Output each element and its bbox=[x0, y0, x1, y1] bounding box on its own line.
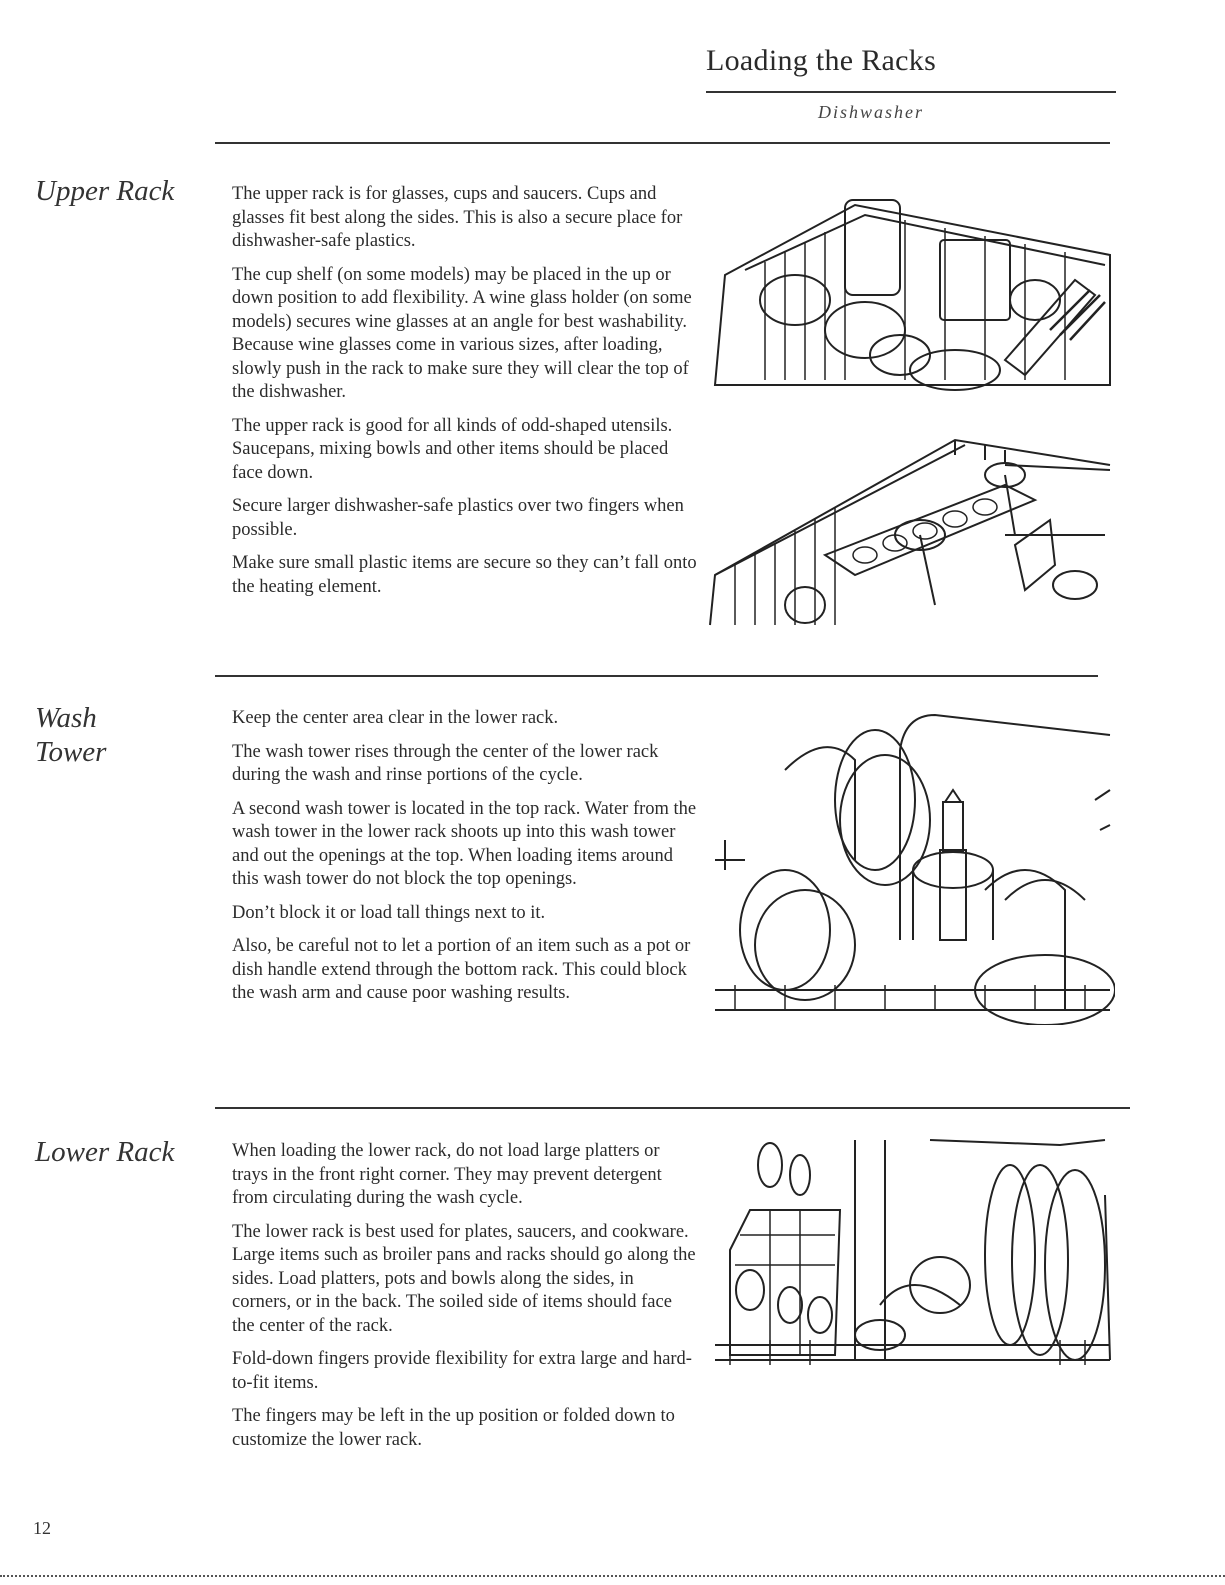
section-title-lower-rack: Lower Rack bbox=[35, 1136, 175, 1168]
paragraph: Fold-down fingers provide flexibility for extra large and hard-to-fit items. bbox=[232, 1349, 692, 1393]
header-divider bbox=[706, 91, 1116, 93]
section-title-line: Tower bbox=[35, 736, 107, 768]
page-header-subtitle: Dishwasher bbox=[818, 102, 925, 122]
paragraph: The lower rack is best used for plates, saucers, and cookware. Large items such as broiler pans and racks should go along the sides. Load platters, pots and bowls along the sides, in corners, or in the back. The soiled side of items should face the center of the rack. bbox=[232, 1221, 696, 1336]
bottom-border bbox=[0, 1575, 1225, 1579]
paragraph: Keep the center area clear in the lower rack. bbox=[232, 708, 559, 728]
page-header-title: Loading the Racks bbox=[706, 44, 937, 77]
paragraph: The wash tower rises through the center of the lower rack during the wash and rinse portions of the cycle. bbox=[232, 741, 659, 785]
paragraph: Don’t block it or load tall things next to it. bbox=[232, 902, 546, 923]
paragraph: The fingers may be left in the up position or folded down to customize the lower rack. bbox=[232, 1406, 675, 1450]
paragraph: The upper rack is for glasses, cups and saucers. Cups and glasses fit best along the sides. This is also a secure place for dishwasher-safe plastics. bbox=[232, 184, 683, 251]
paragraph: The upper rack is good for all kinds of odd-shaped utensils. Saucepans, mixing bowls and other items should be placed face down. bbox=[232, 415, 673, 483]
section-divider bbox=[215, 675, 1098, 677]
paragraph: A second wash tower is located in the top rack. Water from the wash tower in the lower rack shoots up into this wash tower and out the openings at the top. When loading items around this wash tower do not block the top openings. bbox=[232, 798, 697, 889]
wash-tower-text bbox=[232, 707, 697, 1016]
page-number: 12 bbox=[33, 1518, 51, 1538]
paragraph: Also, be careful not to let a portion of an item such as a pot or dish handle extend through the bottom rack. This could block the wash arm and cause poor washing results. bbox=[232, 936, 691, 1003]
wash-tower-illustration bbox=[705, 690, 1115, 1025]
upper-rack-wine-glass-illustration bbox=[705, 425, 1120, 630]
lower-rack-text bbox=[232, 1140, 697, 1462]
paragraph: The cup shelf (on some models) may be placed in the up or down position to add flexibility. A wine glass holder (on some models) secures wine glasses at an angle for best washability. Because wine glasses come in various sizes, after loading, slowly push in the rack to make sure they will clear the top of the dishwasher. bbox=[232, 264, 692, 402]
lower-rack-illustration bbox=[710, 1135, 1115, 1370]
upper-rack-cups-illustration bbox=[705, 180, 1115, 400]
paragraph: Secure larger dishwasher-safe plastics over two fingers when possible. bbox=[232, 496, 684, 540]
paragraph: Make sure small plastic items are secure so they can’t fall onto the heating element. bbox=[232, 553, 697, 597]
section-divider bbox=[215, 1107, 1130, 1109]
upper-rack-text bbox=[232, 183, 697, 609]
section-divider bbox=[215, 142, 1110, 144]
section-title-upper-rack: Upper Rack bbox=[35, 175, 175, 207]
section-title-line: Wash bbox=[35, 702, 97, 734]
section-title-wash-tower bbox=[35, 701, 106, 769]
paragraph: When loading the lower rack, do not load large platters or trays in the front right corner. They may prevent detergent from circulating during the wash cycle. bbox=[232, 1141, 662, 1208]
